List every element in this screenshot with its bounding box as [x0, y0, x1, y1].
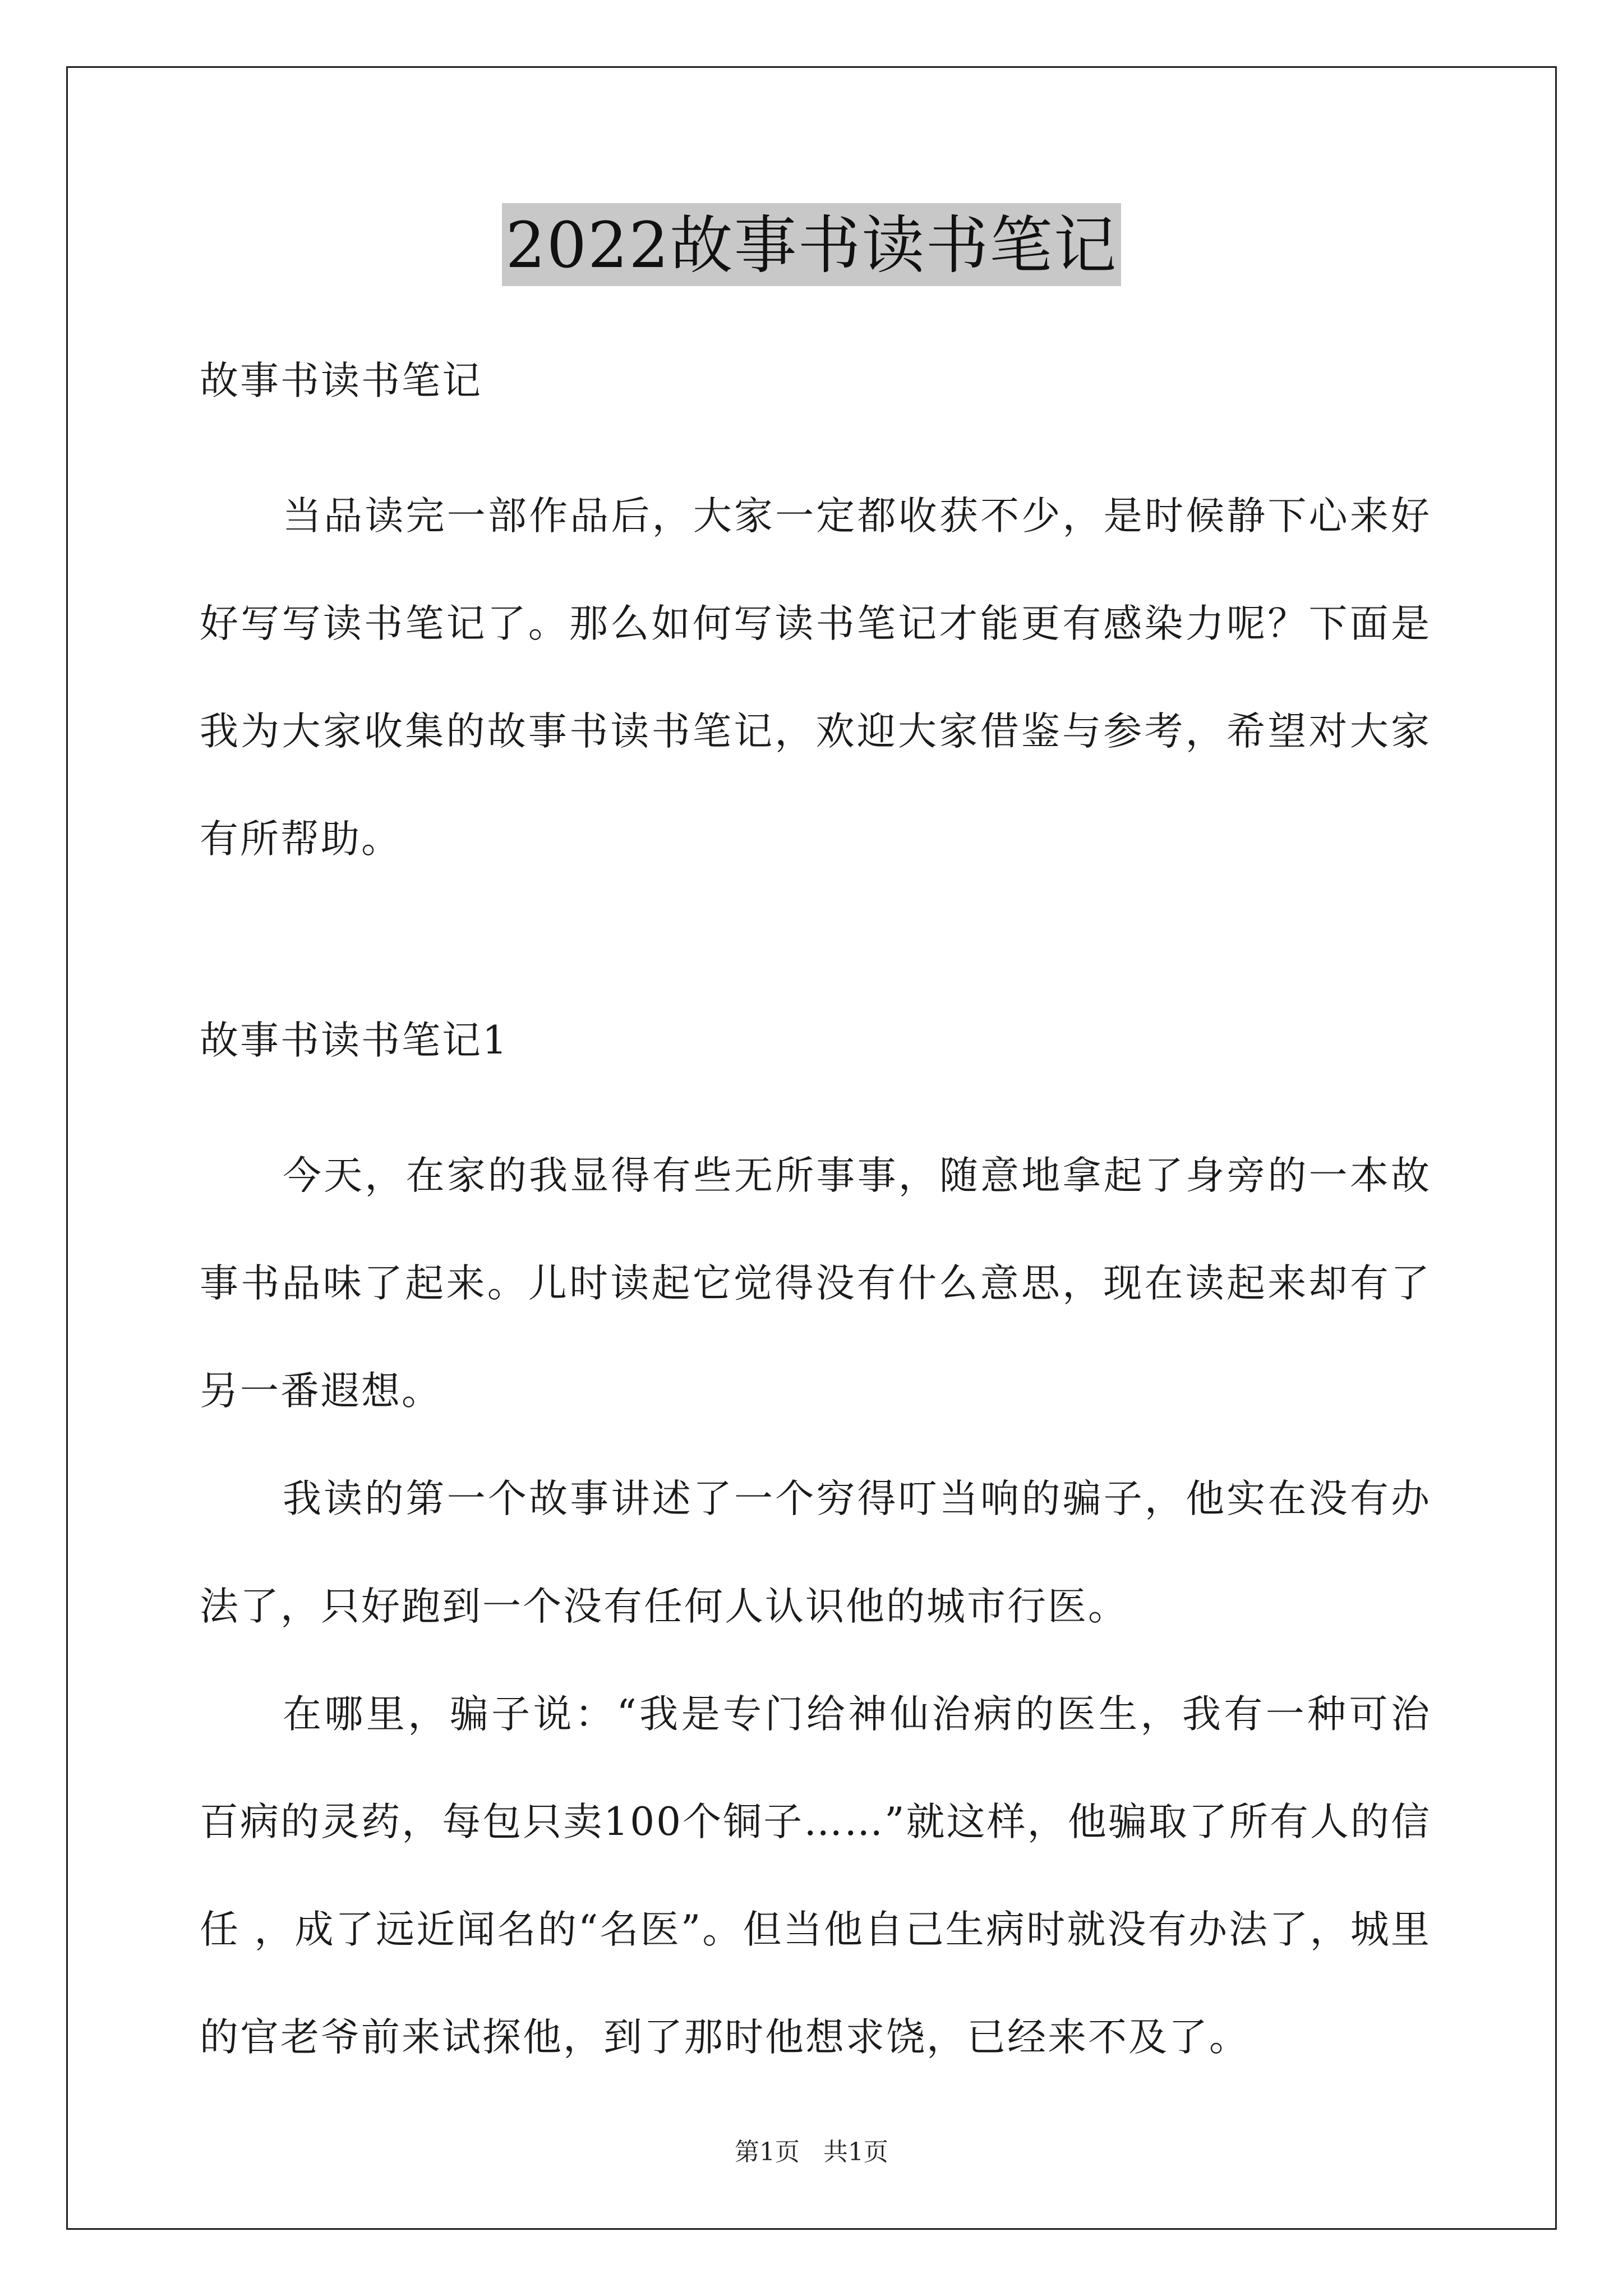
- page-total: 共1页: [823, 2138, 888, 2166]
- intro-section: [200, 353, 1431, 893]
- paragraph: 当品读完一部作品后，大家一定都收获不少，是时候静下心来好好写写读书笔记了。那么如何写读书笔记才能更有感染力呢？下面是我为大家收集的故事书读书笔记，欢迎大家借鉴与参考，希望对大家有所帮助。: [200, 494, 1431, 862]
- page-number: 第1页: [735, 2138, 800, 2166]
- paragraph: 在哪里，骗子说：“我是专门给神仙治病的医生，我有一种可治百病的灵药，每包只卖100个铜子……”就这样，他骗取了所有人的信任 ，成了远近闻名的“名医”。但当他自己生病时就没有办法了，城里的官老爷前来试探他，到了那时他想求饶，已经来不及了。: [200, 1692, 1431, 2060]
- note-section-1: [200, 1013, 1431, 2091]
- section-heading: 故事书读书笔记: [200, 358, 482, 403]
- paragraph: 我读的第一个故事讲述了一个穷得叮当响的骗子，他实在没有办法了，只好跑到一个没有任何人认识他的城市行医。: [200, 1476, 1431, 1629]
- title-container: [0, 203, 1623, 286]
- page-footer: [0, 2132, 1623, 2168]
- document-title: 2022故事书读书笔记: [502, 203, 1121, 286]
- paragraph: 今天，在家的我显得有些无所事事，随意地拿起了身旁的一本故事书品味了起来。儿时读起它觉得没有什么意思，现在读起来却有了另一番遐想。: [200, 1153, 1431, 1414]
- document-body: [200, 353, 1431, 2091]
- section-heading: 故事书读书笔记1: [200, 1018, 509, 1063]
